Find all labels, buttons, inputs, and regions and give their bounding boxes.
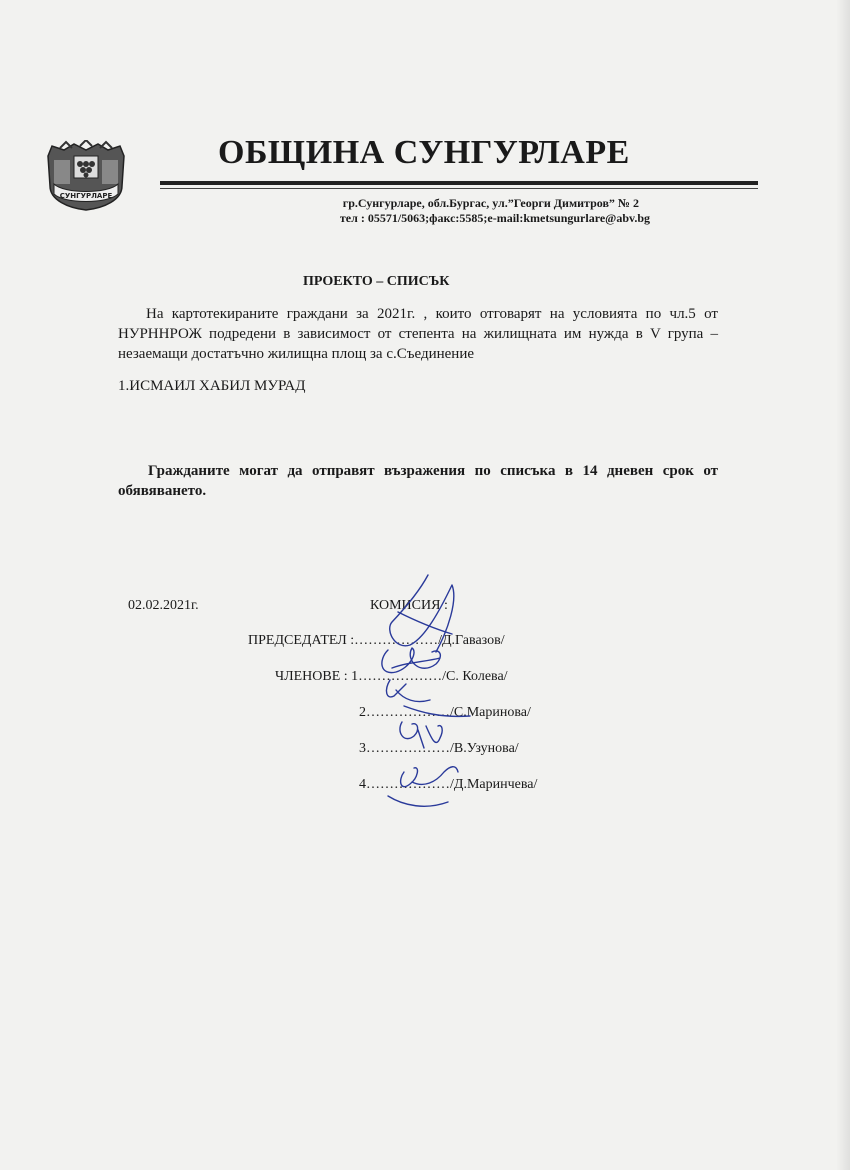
header-rule-thin: [160, 188, 758, 189]
document-title: ПРОЕКТО – СПИСЪК: [303, 274, 450, 289]
member-4-signature-line: 4………………/Д.Маринчева/: [359, 777, 538, 792]
chair-signature-line: ПРЕДСЕДАТЕЛ :………………/Д.Гавазов/: [248, 633, 505, 648]
header-rule-thick: [160, 181, 758, 185]
address-line: гр.Сунгурларе, обл.Бургас, ул.”Георги Димитров” № 2: [342, 196, 639, 210]
commission-label: КОМИСИЯ :: [370, 598, 448, 613]
page-edge-shadow: [836, 0, 850, 1170]
document-date: 02.02.2021г.: [128, 598, 199, 613]
svg-text:СУНГУРЛАРЕ: СУНГУРЛАРЕ: [59, 192, 113, 200]
member-2-signature-line: 2………………/С.Маринова/: [359, 705, 531, 720]
member-3-signature-line: 3………………/В.Узунова/: [359, 741, 519, 756]
member-1-signature-line: ЧЛЕНОВЕ : 1………………/С. Колева/: [275, 669, 508, 684]
intro-paragraph: На картотекираните граждани за 2021г. , които отговарят на условията по чл.5 от НУРННРОЖ подредени в зависимост от степента на жилищната им нужда в V група – незаемащи достатъчно жилищна площ за с.Съединение: [118, 306, 718, 362]
list-item: 1.ИСМАИЛ ХАБИЛ МУРАД: [118, 378, 306, 394]
organization-title: ОБЩИНА СУНГУРЛАРЕ: [218, 134, 630, 171]
objection-notice: Гражданите могат да отправят възражения по списъка в 14 дневен срок от обявяването.: [118, 463, 718, 499]
contact-line: тел : 05571/5063;факс:5585;e-mail:kmetsungurlare@abv.bg: [339, 211, 650, 225]
